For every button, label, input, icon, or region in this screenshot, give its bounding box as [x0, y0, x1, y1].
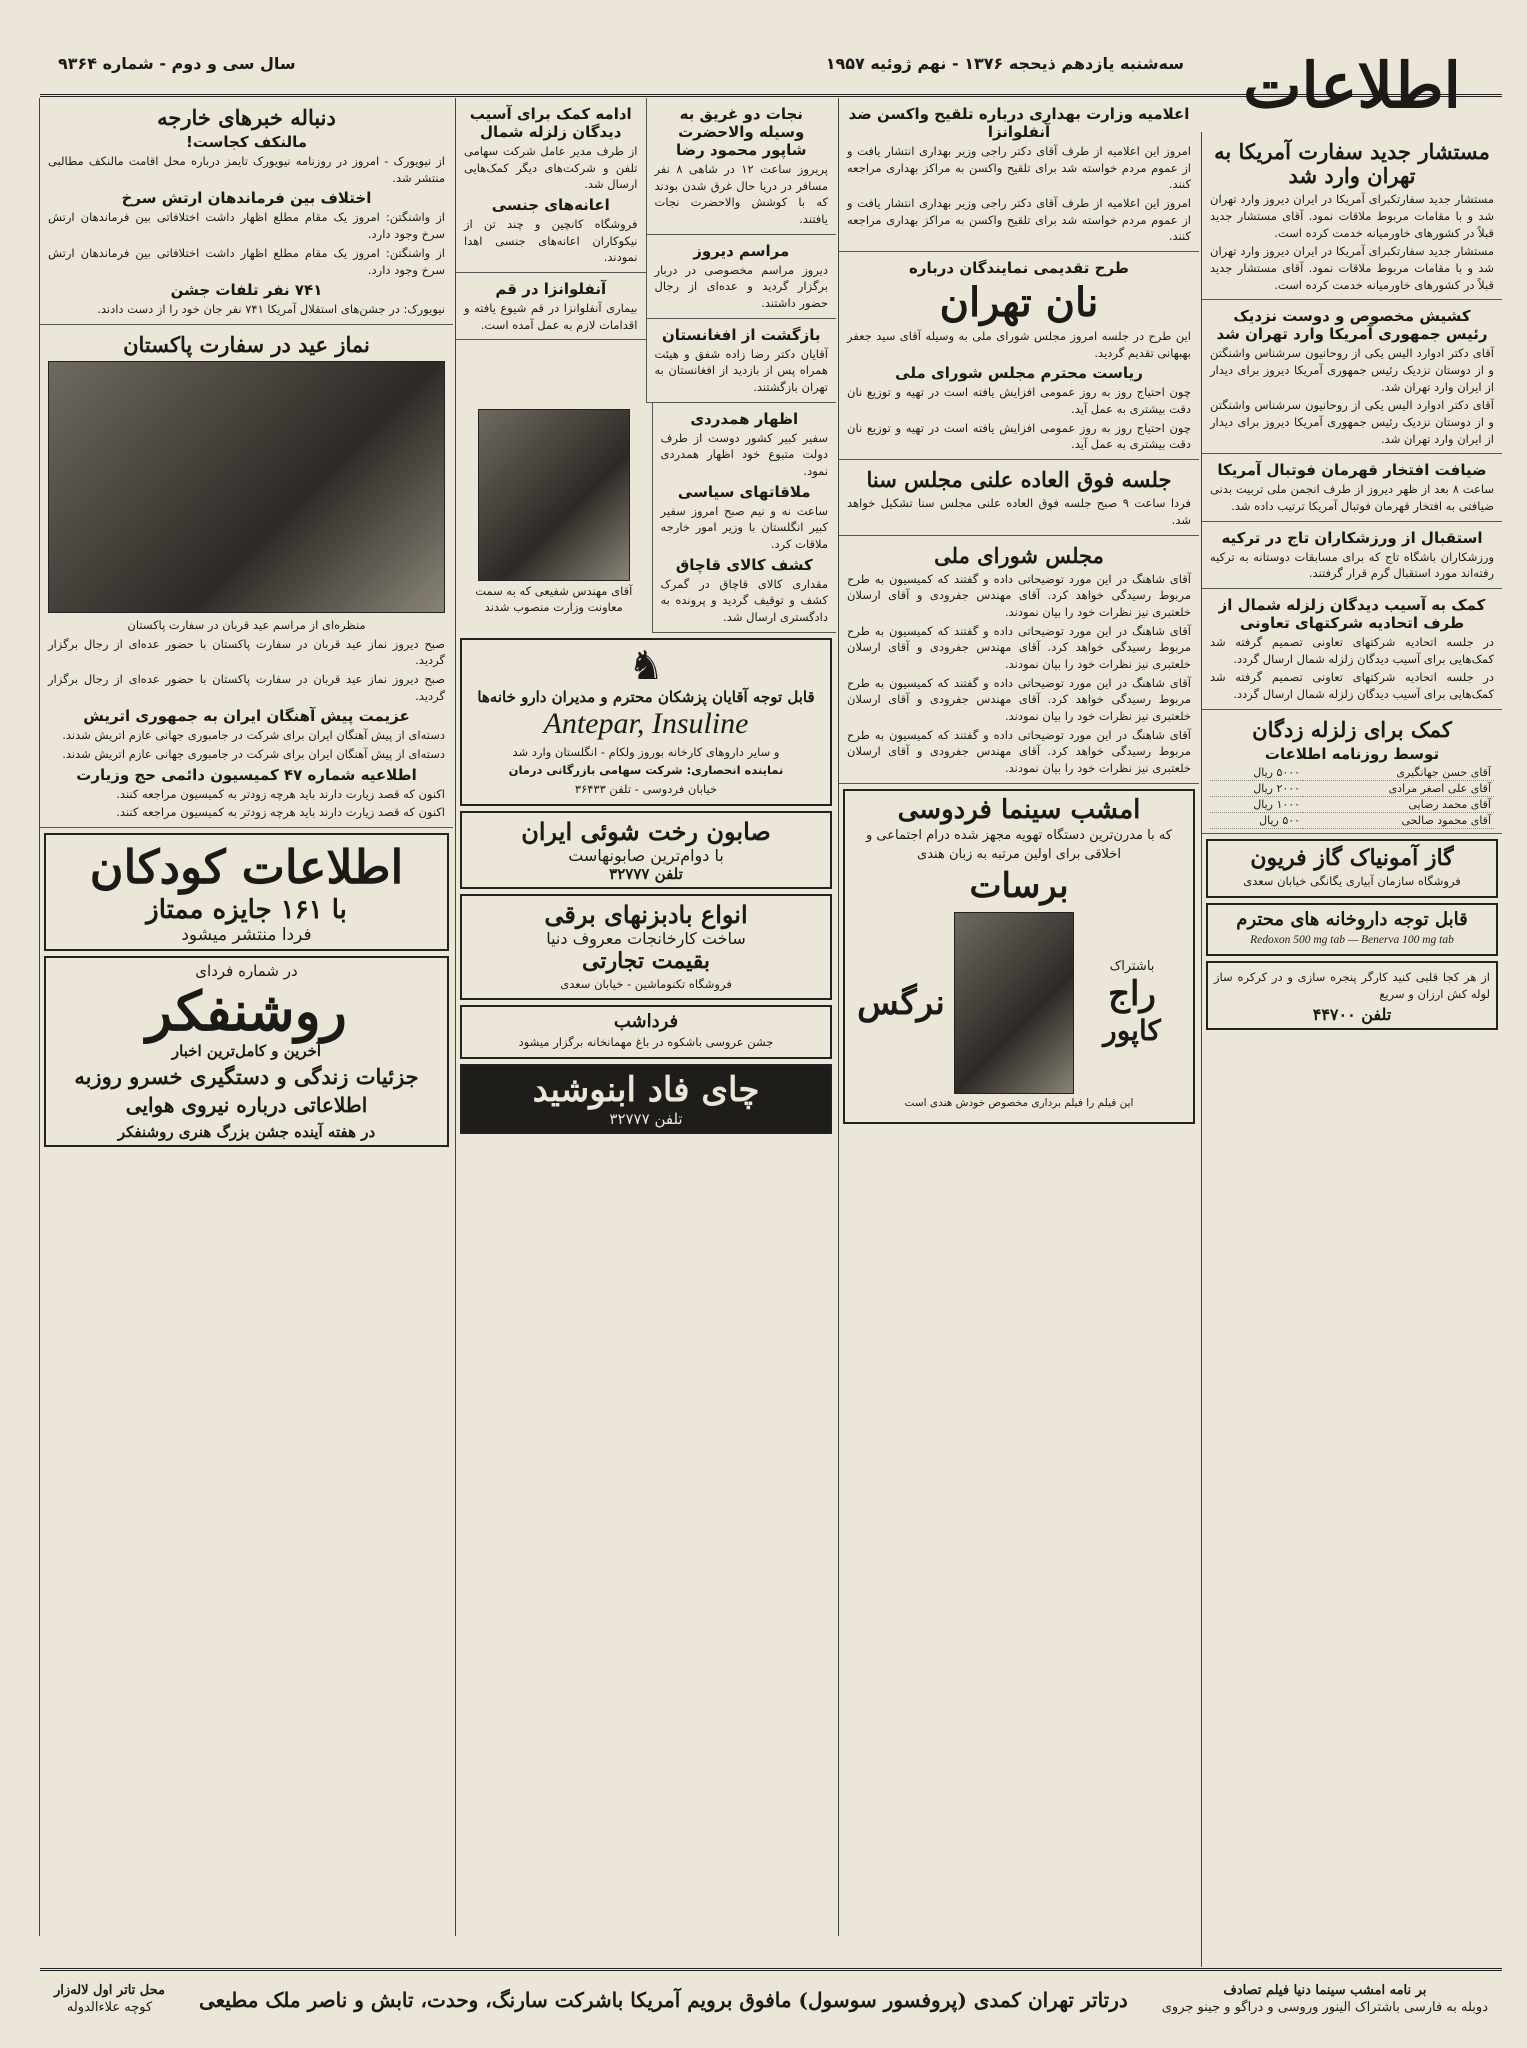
article-quake-aid	[456, 98, 646, 273]
ad-line: آخرین و کامل‌ترین اخبار	[171, 1042, 322, 1061]
headline: مجلس شورای ملی	[934, 542, 1104, 568]
headline: اطلاعیه شماره ۴۷ کمیسیون دائمی حج وزیارت	[76, 765, 417, 784]
ad-note: فردا منتشر میشود	[181, 925, 312, 946]
article-text: از طرف مدیر عامل شرکت سهامی تلفن و شرکت‌های دیگر کمک‌هایی ارسال شد.	[464, 144, 638, 192]
article-vaccine	[839, 98, 1199, 252]
date-line: سه‌شنبه یازدهم ذیحجه ۱۳۷۶ - نهم ژوئیه ۱۹۵۷	[825, 54, 1184, 73]
ad-text: از هر کجا قلبی کنید کارگر پنجره سازی و در کرکره ساز لوله کش ارزان و سریع	[1214, 970, 1490, 1001]
star-name: کاپور	[1103, 1014, 1161, 1048]
article-text: سفیر کبیر کشور دوست از طرف دولت متبوع خود اظهار همدردی نمود.	[660, 430, 828, 479]
newspaper-page	[40, 44, 1502, 2029]
article-text: امروز این اعلامیه از طرف آقای دکتر راجی وزیر بهداری انتشار یافت و از عموم مردم خواسته شد برای تلقیح واکسن به مراکز بهداری مراجعه کنند.	[847, 196, 1191, 244]
headline: ادامه کمک برای آسیب دیدگان زلزله شمال	[469, 105, 632, 141]
cinema-credit: باشتراک	[1109, 959, 1155, 975]
article-text: ساعت نه و نیم صبح امروز سفیر کبیر انگلستان با وزیر امور خارجه ملاقات کرد.	[660, 503, 828, 552]
horse-logo-icon: ♞	[628, 642, 664, 689]
bread-headline: نان تهران	[939, 279, 1099, 327]
headline: آنفلوانزا در قم	[495, 280, 607, 299]
article-text: بیماری آنفلوانزا در قم شیوع یافته و اقدامات لازم به عمل آمده است.	[464, 301, 638, 332]
article-text: فروشگاه کانچین و چند تن از نیکوکاران اعانه‌های جنسی اهدا نمودند.	[464, 217, 638, 265]
photo-caption: آقای مهندس شفیعی که به سمت معاونت وزارت منصوب شدند	[475, 583, 633, 615]
headline: بازگشت از افغانستان	[661, 325, 821, 344]
article-text: پریروز ساعت ۱۲ در شاهی ۸ نفر مسافر در دریا حال غرق شدن بودند که با کوشش والاحضرت نجات یافتند.	[654, 162, 829, 227]
table-row: آقای محمد رضایی ۱۰۰۰ ریال	[1210, 796, 1494, 812]
cinema-head: امشب سینما فردوسی	[897, 794, 1141, 825]
article-rescue	[647, 98, 837, 235]
ad-agent: نماینده انحصاری: شرکت سهامی بازرگانی درمان	[508, 763, 784, 778]
article-afghan	[647, 319, 837, 403]
headline: استقبال از ورزشکاران تاج در ترکیه	[1221, 528, 1483, 547]
subheadline: مالنکف کجاست!	[185, 133, 308, 152]
ad-text: فروشگاه سازمان آبیاری یگانگی خیابان سعدی	[1243, 873, 1461, 888]
ad-soap	[460, 811, 832, 889]
cinema-title: برسات	[969, 866, 1069, 907]
article-football	[1202, 454, 1502, 521]
ad-gas	[1206, 839, 1498, 898]
footer-main: درتاتر تهران کمدی (پروفسور سوسول) مافوق برویم آمریکا باشرکت سارنگ، وحدت، تابش و ناصر ملک مطیعی	[198, 1988, 1128, 2012]
article-text: آقایان دکتر رضا زاده شفق و هیئت همراه پس از بازدید از افغانستان به تهران بازگشتند.	[654, 346, 828, 395]
article-text: اکنون که قصد زیارت دارند باید هرچه زودتر به کمیسیون مراجعه کنند.	[116, 786, 445, 801]
article-text: از واشنگتن: امروز یک مقام مطلع اظهار داشت اختلافاتی بین فرماندهان ارتش سرخ وجود دارد.	[48, 210, 445, 242]
headline: طرح تقدیمی نمایندگان درباره	[909, 259, 1129, 278]
table-row: آقای حسن جهانگیری ۵۰۰۰ ریال	[1210, 765, 1494, 781]
ad-cinema-ferdowsi	[843, 789, 1195, 1124]
article-text: آقای دکتر ادوارد الیس یکی از روحانیون سرشناس واشنگتن و از دوستان نزدیک رئیس جمهوری آمریکا دیروز برای دیدار از ایران وارد تهران شد.	[1210, 346, 1494, 394]
headline: عزیمت پیش آهنگان ایران به جمهوری اتریش	[83, 707, 410, 726]
article-flu-qom	[456, 273, 646, 340]
headline: ۷۴۱ نفر تلفات جشن	[170, 281, 323, 300]
article-text: مستشار جدید سفارتکبرای آمریکا در ایران دیروز وارد تهران شد و با مقامات مربوط ملاقات نمود. آقای مستشار جدید قبلاً در کشورهای خاورمیانه خدمت کرده است.	[1210, 244, 1494, 292]
article-text: دیروز مراسم مخصوصی در دربار برگزار گردید و عده‌ای از رجال حضور داشتند.	[654, 262, 828, 311]
article-text: ساعت ۸ بعد از ظهر دیروز از طرف انجمن ملی تربیت بدنی ضیافتی به افتخار قهرمان فوتبال آمریکا ترتیب داده شد.	[1210, 482, 1494, 514]
ad-sub: با ۱۶۱ جایزه ممتاز	[146, 895, 347, 926]
ad-phone: تلفن ۳۲۷۷۷	[609, 864, 683, 883]
article-text: آقای شاهنگ در این مورد توضیحاتی داده و گفتند که کمیسیون به طرح مربوط رسیدگی خواهد کرد. آقای مهندس جفرودی و آقای ارسلان خلعتبری نیز نظرات خود را بیان نمودند.	[847, 571, 1191, 620]
article-sympathy	[653, 403, 837, 633]
article-text: آقای شاهنگ در این مورد توضیحاتی داده و گفتند که کمیسیون به طرح مربوط رسیدگی خواهد کرد. آقای مهندس جفرودی و آقای ارسلان خلعتبری نیز نظرات خود را بیان نمودند.	[847, 675, 1191, 724]
article-text: دسته‌ای از پیش آهنگان ایران برای شرکت در جامبوری جهانی عازم اتریش شدند.	[62, 747, 445, 762]
ad-phone: خیابان فردوسی - تلفن ۳۶۴۳۳	[574, 782, 718, 797]
ad-title: قابل توجه داروخانه های محترم	[1236, 908, 1468, 930]
ad-line: اطلاعاتی درباره نیروی هوایی	[125, 1093, 368, 1118]
cinema-text: که با مدرن‌ترین دستگاه تهویه مجهز شده درام اجتماعی و اخلاقی برای اولین مرتبه به زبان هندی	[865, 827, 1172, 862]
headline: ریاست محترم مجلس شورای ملی	[895, 364, 1143, 383]
ad-english: Antepar, Insuline	[543, 706, 749, 740]
headline: اعلامیه وزارت بهداری درباره تلقیح واکسن ضد آنفلوانزا	[848, 105, 1190, 141]
footer-right: بر نامه امشب سینما دنیا فیلم تصادف دوبله به فارسی باشتراک الینور وروسی و دراگو و جینو جروی	[1161, 1983, 1488, 2015]
ad-text: و سایر داروهای کارخانه بوروز ولکام - انگلستان وارد شد	[512, 744, 780, 759]
headline: نجات دو غریق به وسیله والاحضرت شاپور محمود رضا	[675, 105, 807, 159]
ad-wedding	[460, 1005, 832, 1059]
article-text: آقای شاهنگ در این مورد توضیحاتی داده و گفتند که کمیسیون به طرح مربوط رسیدگی خواهد کرد. آقای مهندس جفرودی و آقای ارسلان خلعتبری نیز نظرات خود را بیان نمودند.	[847, 727, 1191, 776]
ad-pre: در شماره فردای	[195, 962, 298, 981]
article-text: نیویورک: در جشن‌های استقلال آمریکا ۷۴۱ نفر جان خود را از دست دادند.	[97, 302, 445, 317]
ad-window	[1206, 961, 1498, 1029]
subheadline: توسط روزنامه اطلاعات	[1264, 744, 1440, 763]
date-bar	[40, 54, 1202, 73]
article-ceremony	[647, 235, 837, 319]
ad-tea	[460, 1064, 832, 1134]
ad-phone: تلفن ۳۲۷۷۷	[609, 1110, 683, 1129]
headline: ضیافت افتخار قهرمان فوتبال آمریکا	[1217, 461, 1487, 480]
ad-shop: فروشگاه تکنوماشین - خیابان سعدی	[560, 976, 732, 991]
headline: مراسم دیروز	[693, 241, 790, 260]
article-text: آقای شاهنگ در این مورد توضیحاتی داده و گفتند که کمیسیون به طرح مربوط رسیدگی خواهد کرد. آقای مهندس جفرودی و آقای ارسلان خلعتبری نیز نظرات خود را بیان نمودند.	[847, 623, 1191, 672]
ad-text: جشن عروسی باشکوه در باغ مهمانخانه برگزار میشود	[518, 1035, 774, 1050]
article-text: در جلسه اتحادیه شرکتهای تعاونی تصمیم گرفته شد کمک‌هایی برای آسیب دیدگان زلزله شمال ارسال گردد.	[1210, 670, 1494, 702]
article-text: ورزشکاران باشگاه تاج که برای مسابقات دوستانه به ترکیه رفته‌اند مورد استقبال گرم قرار گرفتند.	[1210, 549, 1494, 581]
article-majlis	[839, 536, 1199, 784]
article-text: چون احتیاج روز به روز عمومی افزایش یافته است در تهیه و توزیع نان دقت بیشتری به عمل آید.	[847, 385, 1191, 417]
article-text: آقای دکتر ادوارد الیس یکی از روحانیون سرشناس واشنگتن و از دوستان نزدیک رئیس جمهوری آمریکا دیروز برای دیدار از ایران وارد تهران شد.	[1210, 398, 1494, 446]
article-pakistan	[40, 325, 453, 828]
column-4	[39, 98, 453, 1936]
column-3	[455, 98, 836, 1936]
headline: مستشار جدید سفارت آمریکا به تهران وارد شد	[1214, 139, 1490, 189]
donation-list	[1202, 710, 1502, 834]
portrait-photo	[478, 409, 630, 581]
ad-sub: ساخت کارخانجات معروف دنیا	[546, 928, 746, 948]
table-row: آقای علی اصغر مرادی ۲۰۰۰ ریال	[1210, 780, 1494, 796]
star-name: نرگس	[857, 983, 945, 1024]
column-1	[1201, 132, 1502, 1967]
headline: کشف کالای قاچاق	[675, 555, 813, 574]
ad-fans	[460, 894, 832, 1001]
ad-title: فرداشب	[613, 1011, 679, 1033]
ad-kids	[44, 833, 449, 951]
table-row: آقای محمود صالحی ۵۰۰ ریال	[1210, 812, 1494, 828]
headline: اختلاف بین فرماندهان ارتش سرخ	[121, 189, 372, 208]
ad-title: اطلاعات کودکان	[89, 840, 404, 895]
column-2	[838, 98, 1199, 1936]
actor-photo	[954, 912, 1074, 1094]
article-text: مستشار جدید سفارتکبرای آمریکا در ایران دیروز وارد تهران شد و با مقامات مربوط ملاقات نمود. آقای مستشار جدید قبلاً در کشورهای خاورمیانه خدمت کرده است.	[1210, 192, 1494, 240]
headline: دنباله خبرهای خارجه	[157, 105, 336, 130]
ad-roshanfekr	[44, 956, 449, 1147]
article-text: از نیویورک - امروز در روزنامه نیویورک تایمز درباره محل اقامت مالنکف مطالبی منتشر شد.	[48, 154, 445, 185]
star-name: راج	[1108, 974, 1156, 1015]
ad-title: انواع بادبزنهای برقی	[544, 899, 748, 929]
donation-table	[1210, 765, 1494, 829]
ad-title: گاز آمونیاک گاز فریون	[1250, 844, 1454, 871]
article-text: چون احتیاج روز به روز عمومی افزایش یافته است در تهیه و توزیع نان دقت بیشتری به عمل آید.	[847, 420, 1191, 452]
ad-pharmacy	[1206, 903, 1498, 957]
ad-title: صابون رخت شوئی ایران	[521, 816, 771, 846]
article-text: امروز این اعلامیه از طرف آقای دکتر راجی وزیر بهداری انتشار یافت و از عموم مردم خواسته شد برای تلقیح واکسن به مراکز بهداری مراجعه کنند.	[847, 144, 1191, 192]
cinema-caption: این فیلم را فیلم برداری مخصوص خودش هندی است	[904, 1097, 1134, 1110]
headline: نماز عید در سفارت پاکستان	[123, 331, 370, 357]
ad-phone: تلفن ۴۴۷۰۰	[1312, 1004, 1392, 1024]
ad-line: در هفته آینده جشن بزرگ هنری روشنفکر	[117, 1123, 376, 1142]
article-senate	[839, 460, 1199, 535]
headline: اعانه‌های جنسی	[491, 196, 610, 215]
ad-head: قابل توجه آقایان پزشکان محترم و مدیران دارو خانه‌ها	[477, 687, 815, 706]
headline: اظهار همدردی	[690, 409, 799, 428]
headline: کشیش مخصوص و دوست نزدیک رئیس جمهوری آمریکا وارد تهران شد	[1216, 307, 1488, 344]
article-embassy	[1202, 132, 1502, 300]
article-turkey	[1202, 522, 1502, 589]
headline: کمک برای زلزله زدگان	[1252, 716, 1452, 742]
article-text: فردا ساعت ۹ صبح جلسه فوق العاده علنی مجلس سنا تشکیل خواهد شد.	[847, 496, 1191, 527]
ad-title: روشنفکر	[146, 979, 347, 1044]
article-text: از واشنگتن: امروز یک مقام مطلع اظهار داشت اختلافاتی بین فرماندهان ارتش سرخ وجود دارد.	[48, 245, 445, 277]
photo-caption: منظره‌ای از مراسم عید قربان در سفارت پاکستان	[127, 617, 366, 632]
event-photo	[48, 361, 445, 613]
article-text: اکنون که قصد زیارت دارند باید هرچه زودتر به کمیسیون مراجعه کنند.	[116, 805, 445, 820]
article-text: این طرح در جلسه امروز مجلس شورای ملی به وسیله آقای سید جعفر بهبهانی تقدیم گردید.	[847, 329, 1191, 360]
ad-line: جزئیات زندگی و دستگیری خسرو روزبه	[74, 1064, 419, 1090]
article-text: صبح دیروز نماز عید قربان در سفارت پاکستان با حضور عده‌ای از رجال برگزار گردید.	[48, 672, 445, 703]
article-text: صبح دیروز نماز عید قربان در سفارت پاکستان با حضور عده‌ای از رجال برگزار گردید.	[48, 636, 445, 668]
article-foreign	[40, 98, 453, 325]
ad-title: چای فاد ابنوشید	[532, 1070, 760, 1111]
ad-pharma	[460, 638, 832, 806]
ad-price: بقیمت تجارتی	[582, 947, 710, 974]
article-text: مقداری کالای قاچاق در گمرک کشف و توقیف گردید و پرونده به دادگستری ارسال شد.	[660, 576, 828, 625]
newspaper-logo: اطلاعات	[1243, 49, 1461, 122]
footer-banner	[40, 1968, 1502, 2029]
article-bread	[839, 252, 1199, 460]
headline: کمک به آسیب دیدگان زلزله شمال از طرف اتحادیه شرکتهای تعاونی	[1218, 596, 1486, 633]
footer-left: محل تاتر اول لاله‌زار کوچه علاءالدوله	[54, 1983, 165, 2015]
ad-sub: با دوام‌ترین صابونهاست	[568, 845, 724, 865]
article-text: در جلسه اتحادیه شرکتهای تعاونی تصمیم گرفته شد کمک‌هایی برای آسیب دیدگان زلزله شمال ارسال گردد.	[1210, 635, 1494, 666]
article-quake-coop	[1202, 589, 1502, 710]
ad-english: Redoxon 500 mg tab — Benerva 100 mg tab	[1250, 933, 1454, 946]
headline: ملاقاتهای سیاسی	[677, 482, 811, 501]
headline: جلسه فوق العاده علنی مجلس سنا	[866, 467, 1172, 493]
issue-line: سال سی و دوم - شماره ۹۳۶۴	[58, 54, 296, 73]
article-priest	[1202, 300, 1502, 454]
article-text: دسته‌ای از پیش آهنگان ایران برای شرکت در جامبوری جهانی عازم اتریش شدند.	[62, 728, 445, 743]
